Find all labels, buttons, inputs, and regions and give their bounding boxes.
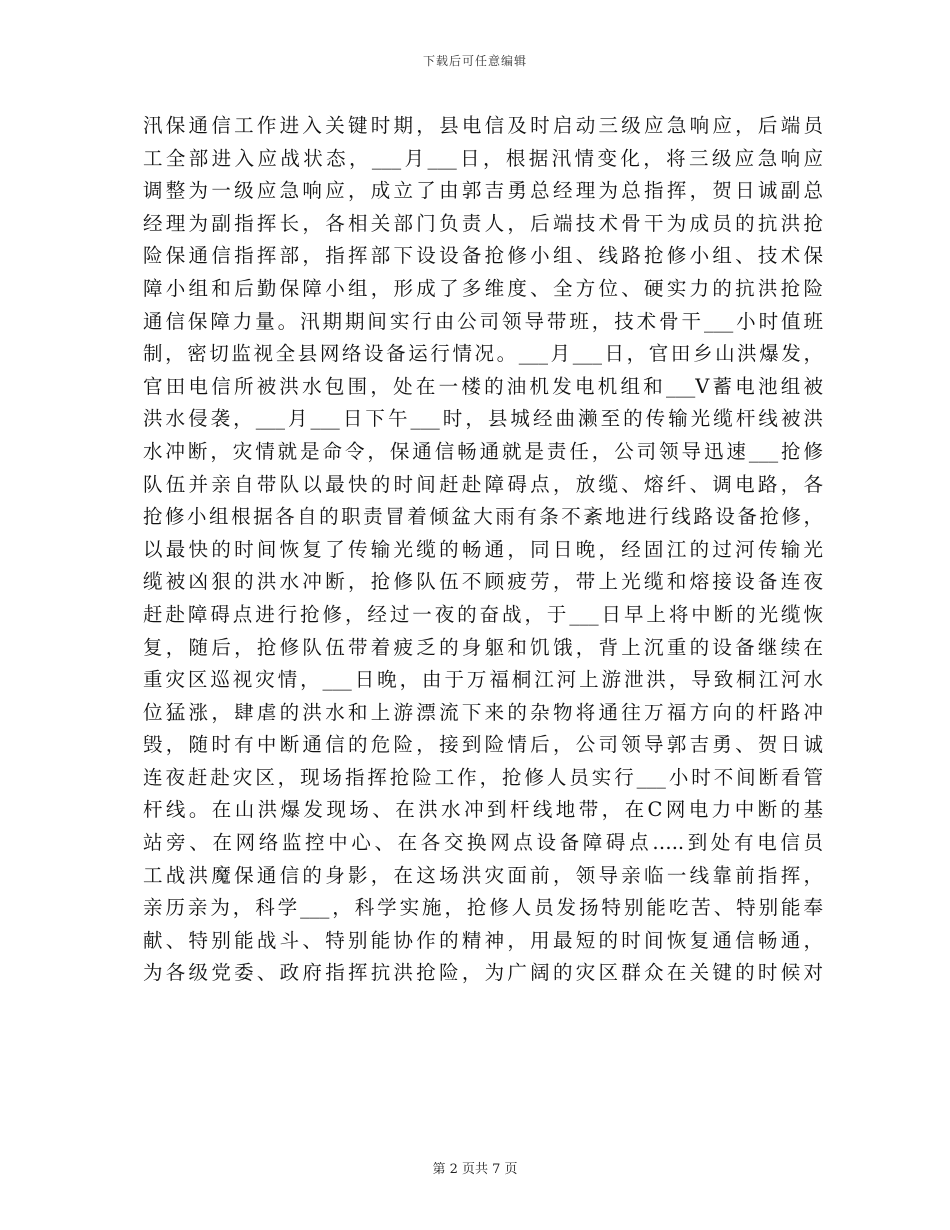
body-line: 站旁、在网络监控中心、在各交换网点设备障碍点…..到处有电信员 <box>143 831 823 855</box>
body-line: 缆被凶狠的洪水冲断，抢修队伍不顾疲劳，带上光缆和熔接设备连夜 <box>143 570 823 594</box>
body-line: 制，密切监视全县网络设备运行情况。___月___日，官田乡山洪爆发， <box>143 342 823 366</box>
body-line: 工战洪魔保通信的身影，在这场洪灾面前，领导亲临一线靠前指挥， <box>143 863 823 887</box>
body-line: 调整为一级应急响应，成立了由郭吉勇总经理为总指挥，贺日诚副总 <box>143 179 823 203</box>
body-line: 以最快的时间恢复了传输光缆的畅通，同日晚，经固江的过河传输光 <box>143 537 823 561</box>
body-line: 重灾区巡视灾情，___日晚，由于万福桐江河上游泄洪，导致桐江河水 <box>143 668 823 692</box>
body-line: 水冲断，灾情就是命令，保通信畅通就是责任，公司领导迅速___抢修 <box>143 439 823 463</box>
body-line: 为各级党委、政府指挥抗洪抢险，为广阔的灾区群众在关键的时候对 <box>143 961 823 985</box>
body-line: 汛保通信工作进入关键时期，县电信及时启动三级应急响应，后端员 <box>143 114 823 137</box>
page-number: 第 2 页共 7 页 <box>432 1162 518 1177</box>
body-line: 位猛涨，肆虐的洪水和上游漂流下来的杂物将通往万福方向的杆路冲 <box>143 700 823 724</box>
body-line: 杆线。在山洪爆发现场、在洪水冲到杆线地带，在C网电力中断的基 <box>143 798 823 822</box>
body-line: 连夜赶赴灾区，现场指挥抢险工作，抢修人员实行___小时不间断看管 <box>143 765 823 789</box>
body-line: 通信保障力量。汛期期间实行由公司领导带班，技术骨干___小时值班 <box>143 309 823 333</box>
body-line: 队伍并亲自带队以最快的时间赶赴障碍点，放缆、熔纤、调电路，各 <box>143 472 823 496</box>
page-header: 下载后可任意编辑 <box>422 54 527 68</box>
body-line: 工全部进入应战状态，___月___日，根据汛情变化，将三级应急响应 <box>143 146 823 170</box>
document-body <box>143 110 823 990</box>
body-line: 亲历亲为，科学___，科学实施，抢修人员发扬特别能吃苦、特别能奉 <box>143 896 823 920</box>
body-line: 赶赴障碍点进行抢修，经过一夜的奋战，于___日早上将中断的光缆恢 <box>143 602 823 626</box>
body-line: 洪水侵袭，___月___日下午___时，县城经曲濑至的传输光缆杆线被洪 <box>143 407 823 431</box>
body-line: 官田电信所被洪水包围，处在一楼的油机发电机组和___V蓄电池组被 <box>143 374 823 398</box>
body-line: 障小组和后勤保障小组，形成了多维度、全方位、硬实力的抗洪抢险 <box>143 276 823 300</box>
body-line: 抢修小组根据各自的职责冒着倾盆大雨有条不紊地进行线路设备抢修， <box>143 505 823 529</box>
body-line: 复，随后，抢修队伍带着疲乏的身躯和饥饿，背上沉重的设备继续在 <box>143 635 823 659</box>
body-line: 经理为副指挥长，各相关部门负责人，后端技术骨干为成员的抗洪抢 <box>143 211 823 235</box>
body-line: 毁，随时有中断通信的危险，接到险情后，公司领导郭吉勇、贺日诚 <box>143 733 823 757</box>
body-line: 险保通信指挥部，指挥部下设设备抢修小组、线路抢修小组、技术保 <box>143 244 823 268</box>
body-line: 献、特别能战斗、特别能协作的精神，用最短的时间恢复通信畅通， <box>143 928 823 952</box>
